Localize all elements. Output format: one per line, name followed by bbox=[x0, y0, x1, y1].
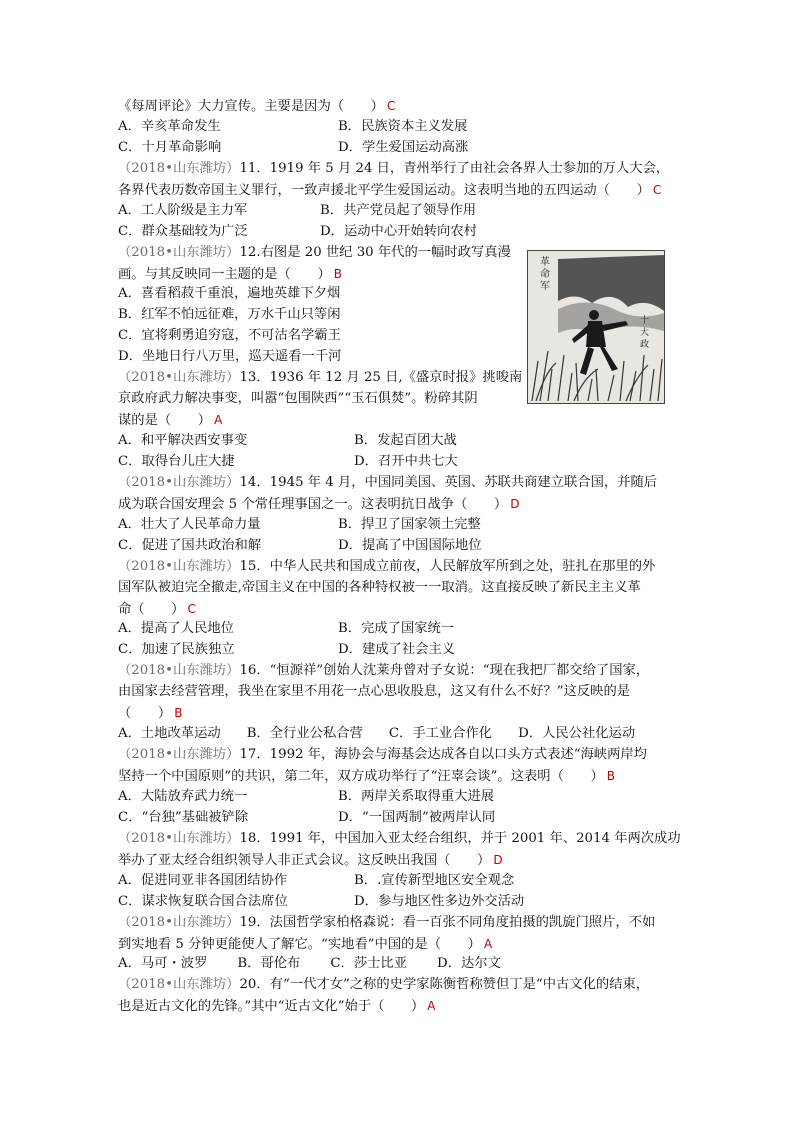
q17-option-b: B．两岸关系取得重大进展 bbox=[338, 788, 495, 804]
cartoon-caption-char: 革 bbox=[540, 257, 550, 268]
q16-option-b: B．全行业公私合营 bbox=[246, 726, 363, 742]
q19-option-d: D．达尔文 bbox=[437, 956, 501, 972]
q19-options-row bbox=[118, 954, 678, 975]
q12-option-a: A．喜看稻菽千重浪，遍地英雄下夕烟 bbox=[118, 286, 341, 302]
q12-cartoon-image bbox=[527, 250, 665, 404]
q19-option-b: B．哥伦布 bbox=[237, 956, 301, 972]
cartoon-caption-char: 大 bbox=[640, 328, 650, 338]
cartoon-caption-char: 军 bbox=[540, 281, 550, 292]
cartoon-drawing bbox=[528, 251, 664, 403]
q12-option-d: D．坐地日行八万里，巡天遥看一千河 bbox=[118, 349, 342, 365]
q16-option-c: C．手工业合作化 bbox=[388, 726, 493, 742]
cartoon-caption-char: 命 bbox=[540, 269, 550, 280]
q16-option-d: D．人民公社化运动 bbox=[518, 726, 636, 742]
q11-option-c: C．群众基础较为广泛 bbox=[118, 223, 248, 239]
q15-option-d: D．建成了社会主义 bbox=[338, 642, 456, 658]
q18-option-b: B．.宣传新型地区安全观念 bbox=[354, 872, 515, 888]
q15-stem-line3: 命（ ） C bbox=[118, 601, 196, 617]
q10-option-d: D．学生爱国运动高涨 bbox=[338, 139, 469, 155]
q12-stem-line2: 画。与其反映同一主题的是（ ） B bbox=[118, 266, 342, 282]
q11-stem-line2: 各界代表历数帝国主义罪行，一致声援北平学生爱国运动。这表明当地的五四运动（ ） C bbox=[118, 182, 662, 198]
q14-answer: D bbox=[510, 496, 520, 511]
q15-answer: C bbox=[187, 601, 196, 616]
q15-stem-line1: （2018•山东潍坊）15．中华人民共和国成立前夜，人民解放军所到之处，驻扎在那里的外 bbox=[118, 558, 656, 574]
q15-option-b: B．完成了国家统一 bbox=[338, 621, 455, 637]
q16-stem-line2: 由国家去经营管理，我坐在家里不用花一点心思收股息，这又有什么不好？”这反映的是 bbox=[118, 684, 631, 700]
q10-stem: 《每周评论》大力宣传。主要是因为（ ） C bbox=[118, 99, 396, 114]
q13-answer: A bbox=[214, 413, 223, 428]
q17-options-row1 bbox=[118, 787, 678, 808]
q10-options-row1 bbox=[118, 117, 678, 138]
q18-option-a: A．促进同亚非各国团结协作 bbox=[118, 872, 288, 888]
q18-options-row1 bbox=[118, 871, 678, 892]
q14-option-c: C．促进了国共政治和解 bbox=[118, 537, 262, 553]
q18-stem-line1: （2018•山东潍坊）18．1991 年，中国加入亚太经合组织，并于 2001 年、2014 年两次成功 bbox=[118, 830, 681, 846]
q20-stem-line2: 也是近古文化的先锋。”其中“近古文化”始于（ ） A bbox=[118, 999, 436, 1015]
q10-options-row2 bbox=[118, 138, 678, 159]
q19-option-a: A．马可・波罗 bbox=[118, 956, 208, 972]
q18-stem-line2: 举办了亚太经合组织领导人非正式会议。这反映出我国（ ） D bbox=[118, 852, 503, 868]
q12-source: （2018•山东潍坊） bbox=[118, 244, 240, 260]
q13-stem-line3: 谋的是（ ） A bbox=[118, 413, 223, 429]
q16-stem-line1: （2018•山东潍坊）16．“恒源祥”创始人沈莱舟曾对子女说：“现在我把厂都交给了国家， bbox=[118, 663, 650, 679]
q14-source: （2018•山东潍坊） bbox=[118, 474, 240, 490]
q16-stem-line3: （ ） B bbox=[118, 706, 183, 722]
cartoon-caption-char: 政 bbox=[640, 340, 650, 350]
q14-option-a: A．壮大了人民革命力量 bbox=[118, 516, 261, 532]
q10-answer: C bbox=[386, 99, 396, 113]
q11-options-row2 bbox=[118, 222, 678, 243]
q13-options-row2 bbox=[118, 452, 678, 473]
q17-answer: B bbox=[606, 769, 616, 783]
q10-option-c: C．十月革命影响 bbox=[118, 139, 222, 155]
q18-option-c: C．谋求恢复联合国合法席位 bbox=[118, 893, 288, 909]
q15-source: （2018•山东潍坊） bbox=[118, 558, 240, 574]
q14-options-row2 bbox=[118, 536, 678, 557]
q13-stem-line1: （2018•山东潍坊）13．1936 年 12 月 25 日,《盛京时报》挑唆南 bbox=[118, 370, 523, 386]
q13-option-c: C．取得台儿庄大捷 bbox=[118, 453, 235, 469]
q16-source: （2018•山东潍坊） bbox=[118, 663, 240, 679]
q10-option-a: A．辛亥革命发生 bbox=[118, 118, 221, 134]
q11-option-a: A．工人阶级是主力军 bbox=[118, 202, 248, 218]
q17-stem-line2: 坚持一个中国原则”的共识，第二年，双方成功举行了“汪辜会谈”。这表明（ ） B bbox=[118, 769, 616, 784]
q11-option-d: D．运动中心开始转向农村 bbox=[320, 223, 477, 239]
q16-answer: B bbox=[174, 706, 183, 721]
q17-option-d: D．“一国两制”被两岸认同 bbox=[338, 809, 496, 825]
q18-option-d: D．参与地区性多边外交活动 bbox=[354, 893, 525, 909]
q18-answer: D bbox=[493, 852, 503, 867]
q19-stem-line2: 到实地看 5 分钟更能使人了解它。“实地看”中国的是（ ） A bbox=[118, 936, 493, 952]
q20-source: （2018•山东潍坊） bbox=[118, 977, 240, 993]
q14-option-b: B．捍卫了国家领土完整 bbox=[338, 516, 481, 532]
q19-stem-line1: （2018•山东潍坊）19．法国哲学家柏格森说：看一百张不同角度拍摄的凯旋门照片，不如 bbox=[118, 914, 656, 930]
q15-option-a: A．提高了人民地位 bbox=[118, 621, 234, 637]
q13-source: （2018•山东潍坊） bbox=[118, 370, 240, 386]
cartoon-caption-char: 十 bbox=[640, 316, 650, 326]
q12-option-c: C．宜将剩勇追穷寇，不可沽名学霸王 bbox=[118, 328, 341, 344]
question-page bbox=[118, 96, 681, 1017]
q17-option-a: A．大陆放弃武力统一 bbox=[118, 788, 248, 804]
q10-option-b: B．民族资本主义发展 bbox=[338, 118, 468, 134]
q15-options-row2 bbox=[118, 640, 678, 661]
q14-stem-line1: （2018•山东潍坊）14．1945 年 4 月，中国同美国、英国、苏联共商建立联合国，并随后 bbox=[118, 474, 658, 490]
q13-option-b: B．发起百团大战 bbox=[354, 433, 457, 448]
q14-stem-line2: 成为联合国安理会 5 个常任理事国之一。这表明抗日战争（ ） D bbox=[118, 496, 520, 512]
q15-stem-line2: 国军队被迫完全撤走,帝国主义在中国的各种特权被一一取消。这直接反映了新民主主义革 bbox=[118, 579, 641, 595]
q12-stem-line1: （2018•山东潍坊）12.右图是 20 世纪 30 年代的一幅时政写真漫 bbox=[118, 244, 511, 260]
q11-options-row1 bbox=[118, 201, 678, 222]
q17-option-c: C．“台独”基础被铲除 bbox=[118, 809, 249, 825]
q15-option-c: C．加速了民族独立 bbox=[118, 642, 235, 658]
q13-stem-line2: 京政府武力解决事变，叫嚣“包围陕西”“玉石俱焚”。粉碎其阴 bbox=[118, 391, 478, 407]
q19-answer: A bbox=[483, 936, 493, 951]
q13-options-row1 bbox=[118, 431, 678, 452]
q17-stem-line1: （2018•山东潍坊）17．1992 年，海协会与海基会达成各自以口头方式表述“海峡两岸均 bbox=[118, 747, 647, 763]
q12-answer: B bbox=[333, 266, 342, 281]
q13-option-a: A．和平解决西安事变 bbox=[118, 433, 248, 448]
q18-source: （2018•山东潍坊） bbox=[118, 830, 240, 846]
q20-answer: A bbox=[427, 999, 436, 1014]
q17-source: （2018•山东潍坊） bbox=[118, 747, 240, 763]
q11-source: （2018•山东潍坊） bbox=[118, 160, 240, 176]
q12-option-b: B．红军不怕远征难，万水千山只等闲 bbox=[118, 307, 341, 323]
q19-option-c: C．莎士比亚 bbox=[330, 956, 408, 972]
q16-option-a: A．土地改革运动 bbox=[118, 726, 221, 742]
q15-options-row1 bbox=[118, 619, 678, 640]
q11-answer: C bbox=[652, 182, 662, 197]
q20-stem-line1: （2018•山东潍坊）20．有“一代才女”之称的史学家陈衡哲称赞但丁是“中古文化的结束， bbox=[118, 977, 650, 993]
q17-options-row2 bbox=[118, 808, 678, 829]
q14-option-d: D．提高了中国国际地位 bbox=[338, 537, 482, 553]
q18-options-row2 bbox=[118, 892, 678, 913]
q11-option-b: B．共产党员起了领导作用 bbox=[320, 202, 477, 218]
q11-stem-line1: （2018•山东潍坊）11．1919 年 5 月 24 日，青州举行了由社会各界人士参加的万人大会， bbox=[118, 160, 670, 176]
q16-options-row bbox=[118, 724, 678, 745]
q14-options-row1 bbox=[118, 515, 678, 536]
q13-option-d: D．召开中共七大 bbox=[354, 453, 458, 469]
q19-source: （2018•山东潍坊） bbox=[118, 914, 240, 930]
